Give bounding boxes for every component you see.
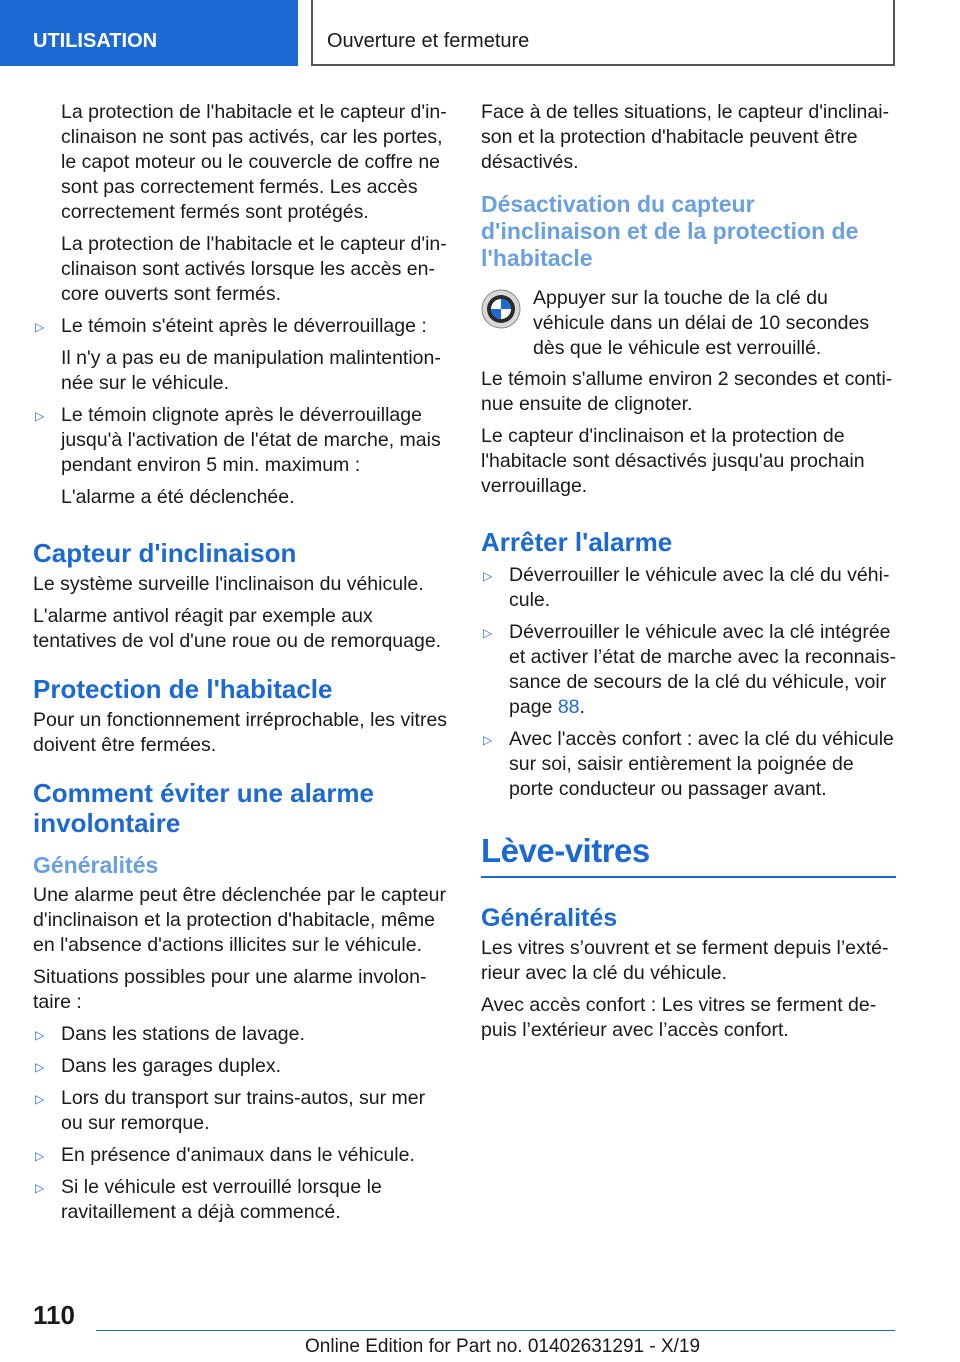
heading-rule	[481, 876, 896, 878]
triangle-right-icon: ▷	[483, 626, 493, 640]
page-header	[0, 0, 960, 66]
paragraph: L'alarme antivol réagit par exemple aux tentatives de vol d'une roue ou de remorquage.	[33, 605, 442, 652]
page-number: 110	[33, 1300, 75, 1330]
heading-stop-alarm: Arrêter l'alarme	[481, 527, 673, 557]
triangle-right-icon: ▷	[483, 569, 493, 583]
heading-tilt-sensor: Capteur d'inclinaison	[33, 538, 297, 568]
triangle-right-icon: ▷	[35, 1181, 45, 1195]
heading-windows: Lève-vitres	[481, 832, 650, 869]
paragraph: Le capteur d'inclinaison et la protection de l'habitacle sont désactivés jusqu'au prochain verrouillage.	[481, 425, 865, 497]
list-item: ▷ Lors du transport sur trains-autos, sur mer ou sur remorque.	[35, 1087, 426, 1134]
triangle-right-icon: ▷	[35, 1092, 45, 1106]
paragraph: La protection de l'habitacle et le capteur d'inclinaison ne sont pas activés, car les portes, le capot moteur ou le couvercle de coffre ne sont pas correctement fermés. Les accès correctement fermés sont protégés.	[61, 101, 447, 223]
heading-avoid-alarm: Comment éviter une alarme involontaire	[33, 778, 375, 838]
heading-deactivation: Désactivation du capteur d'inclinaison et de la protection de l'habitacle	[481, 191, 859, 271]
triangle-right-icon: ▷	[483, 733, 493, 747]
paragraph: Les vitres s’ouvrent et se ferment depuis l’extérieur avec la clé du véhicule.	[481, 937, 889, 984]
section-tab: UTILISATION	[0, 0, 298, 66]
heading-general: Généralités	[481, 904, 618, 932]
heading-general: Généralités	[33, 852, 159, 878]
paragraph: Face à de telles situations, le capteur d'inclinaison et la protection d'habitacle peuvent être désactivés.	[481, 101, 890, 173]
page-link[interactable]: 88	[557, 696, 580, 718]
list-item: ▷ Avec l'accès confort : avec la clé du véhicule sur soi, saisir entièrement la poignée de porte conducteur ou passager avant.	[483, 728, 894, 800]
paragraph: Le système surveille l'inclinaison du véhicule.	[33, 573, 424, 595]
paragraph: Situations possibles pour une alarme involontaire :	[33, 966, 427, 1013]
paragraph: Une alarme peut être déclenchée par le capteur d'inclinaison et la protection d'habitacle, même en l'absence d'actions illicites sur le véhicule.	[33, 884, 447, 956]
footer-rule	[96, 1330, 895, 1331]
list-item: ▷ Dans les garages duplex.	[33, 1054, 448, 1079]
chapter-title: Ouverture et fermeture	[311, 0, 895, 66]
paragraph: Pour un fonctionnement irréprochable, les vitres doivent être fermées.	[33, 709, 448, 756]
footer-edition: Online Edition for Part no. 01402631291 - X/19	[305, 1336, 701, 1357]
key-instruction	[481, 286, 896, 361]
triangle-right-icon: ▷	[35, 1028, 45, 1042]
paragraph: Avec accès confort : Les vitres se ferment depuis l’extérieur avec l’accès confort.	[481, 994, 877, 1041]
left-column	[33, 100, 448, 1232]
list-item: ▷ Déverrouiller le véhicule avec la clé intégrée et activer l’état de marche avec la reconnaissance de secours de la clé du véhicule, voir page 88.	[483, 621, 896, 718]
list-item: ▷ Le témoin s'éteint après le déverrouillage :	[33, 314, 448, 339]
triangle-right-icon: ▷	[35, 1149, 45, 1163]
paragraph: Il n'y a pas eu de manipulation malintentionnée sur le véhicule.	[61, 347, 441, 394]
paragraph: Appuyer sur la touche de la clé du véhicule dans un délai de 10 secondes dès que le véhicule est verrouillé.	[533, 287, 870, 359]
triangle-right-icon: ▷	[35, 320, 45, 334]
paragraph: Le témoin s'allume environ 2 secondes et continue ensuite de clignoter.	[481, 368, 893, 415]
list-item: ▷ En présence d'animaux dans le véhicule.	[33, 1143, 448, 1168]
paragraph: L'alarme a été déclenchée.	[61, 486, 295, 508]
paragraph: La protection de l'habitacle et le capteur d'inclinaison sont activés lorsque les accès encore ouverts sont fermés.	[61, 233, 447, 305]
list-item: ▷ Dans les stations de lavage.	[33, 1022, 448, 1047]
list-item: ▷ Déverrouiller le véhicule avec la clé du véhicule.	[483, 564, 890, 611]
list-item: ▷ Si le véhicule est verrouillé lorsque le ravitaillement a déjà commencé.	[35, 1176, 382, 1223]
bmw-key-button-icon	[481, 289, 521, 329]
heading-cabin-protection: Protection de l'habitacle	[33, 674, 333, 704]
list-item: ▷ Le témoin clignote après le déverrouillage jusqu'à l'activation de l'état de marche, mais pendant environ 5 min. maximum :	[35, 404, 441, 476]
triangle-right-icon: ▷	[35, 409, 45, 423]
right-column	[481, 100, 896, 1050]
triangle-right-icon: ▷	[35, 1060, 45, 1074]
